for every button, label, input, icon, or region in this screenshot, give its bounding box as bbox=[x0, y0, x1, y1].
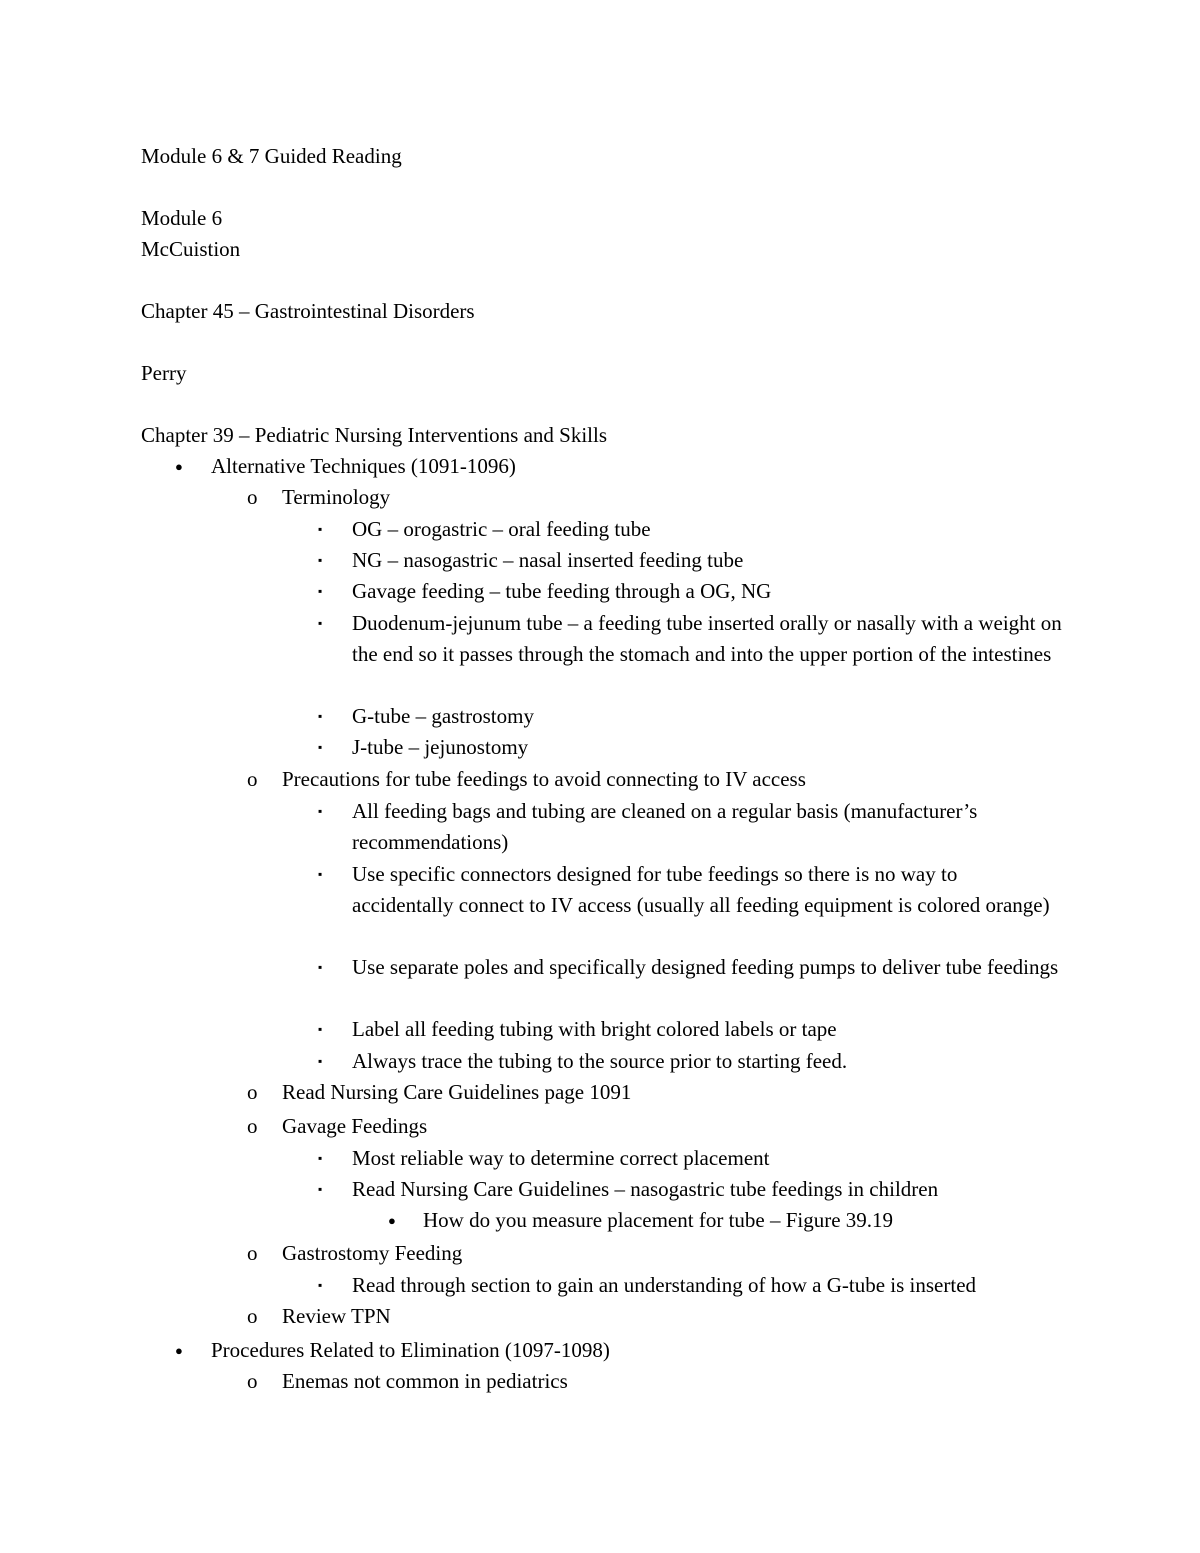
square-bullet-icon: ▪ bbox=[318, 804, 323, 818]
bullet-icon: ● bbox=[388, 1213, 396, 1228]
author-mccuistion: McCuistion bbox=[141, 237, 241, 261]
list-item: Use separate poles and specifically designed feeding pumps to deliver tube feedings bbox=[352, 955, 1059, 979]
document-title: Module 6 & 7 Guided Reading bbox=[141, 144, 402, 168]
chapter-45-heading: Chapter 45 – Gastrointestinal Disorders bbox=[141, 299, 475, 323]
bullet-icon: ● bbox=[175, 1343, 183, 1358]
square-bullet-icon: ▪ bbox=[318, 616, 323, 630]
list-item: J-tube – jejunostomy bbox=[352, 735, 529, 759]
list-item-alternative-techniques: Alternative Techniques (1091-1096) bbox=[211, 454, 516, 478]
square-bullet-icon: ▪ bbox=[318, 1278, 323, 1292]
chapter-39-heading: Chapter 39 – Pediatric Nursing Interventions and Skills bbox=[141, 423, 608, 447]
list-item: Duodenum-jejunum tube – a feeding tube inserted orally or nasally with a weight on the end so it passes through the stomach and into the upper portion of the intestines bbox=[352, 611, 1062, 667]
square-bullet-icon: ▪ bbox=[318, 522, 323, 536]
list-item: Gavage feeding – tube feeding through a OG, NG bbox=[352, 579, 772, 603]
circle-bullet-icon: o bbox=[247, 1080, 258, 1104]
square-bullet-icon: ▪ bbox=[318, 1022, 323, 1036]
list-item: Use specific connectors designed for tube feedings so there is no way to accidentally connect to IV access (usually all feeding equipment is colored orange) bbox=[352, 862, 1050, 918]
list-item-enemas: Enemas not common in pediatrics bbox=[282, 1369, 568, 1393]
circle-bullet-icon: o bbox=[247, 1304, 258, 1328]
list-item: All feeding bags and tubing are cleaned on a regular basis (manufacturer’s recommendations) bbox=[352, 799, 978, 855]
list-item-gavage-feedings: Gavage Feedings bbox=[282, 1114, 428, 1138]
square-bullet-icon: ▪ bbox=[318, 1151, 323, 1165]
square-bullet-icon: ▪ bbox=[318, 960, 323, 974]
list-item-review-tpn: Review TPN bbox=[282, 1304, 391, 1328]
list-item-elimination: Procedures Related to Elimination (1097-1098) bbox=[211, 1338, 610, 1362]
list-item-read-guidelines: Read Nursing Care Guidelines page 1091 bbox=[282, 1080, 632, 1104]
list-item: Always trace the tubing to the source prior to starting feed. bbox=[352, 1049, 848, 1073]
circle-bullet-icon: o bbox=[247, 485, 258, 509]
list-item: Read through section to gain an understanding of how a G-tube is inserted bbox=[352, 1273, 977, 1297]
circle-bullet-icon: o bbox=[247, 1369, 258, 1393]
circle-bullet-icon: o bbox=[247, 1241, 258, 1265]
list-item: How do you measure placement for tube – Figure 39.19 bbox=[423, 1208, 894, 1232]
square-bullet-icon: ▪ bbox=[318, 867, 323, 881]
list-item: OG – orogastric – oral feeding tube bbox=[352, 517, 651, 541]
list-item: Read Nursing Care Guidelines – nasogastric tube feedings in children bbox=[352, 1177, 939, 1201]
list-item: G-tube – gastrostomy bbox=[352, 704, 534, 728]
bullet-icon: ● bbox=[175, 459, 183, 474]
square-bullet-icon: ▪ bbox=[318, 1054, 323, 1068]
list-item: NG – nasogastric – nasal inserted feeding tube bbox=[352, 548, 744, 572]
list-item-precautions: Precautions for tube feedings to avoid connecting to IV access bbox=[282, 767, 806, 791]
list-item-gastrostomy-feeding: Gastrostomy Feeding bbox=[282, 1241, 463, 1265]
module-heading: Module 6 bbox=[141, 206, 223, 230]
square-bullet-icon: ▪ bbox=[318, 553, 323, 567]
square-bullet-icon: ▪ bbox=[318, 1182, 323, 1196]
square-bullet-icon: ▪ bbox=[318, 584, 323, 598]
circle-bullet-icon: o bbox=[247, 1114, 258, 1138]
circle-bullet-icon: o bbox=[247, 767, 258, 791]
square-bullet-icon: ▪ bbox=[318, 740, 323, 754]
square-bullet-icon: ▪ bbox=[318, 709, 323, 723]
list-item: Most reliable way to determine correct placement bbox=[352, 1146, 770, 1170]
author-perry: Perry bbox=[141, 361, 187, 385]
list-item-terminology: Terminology bbox=[282, 485, 391, 509]
list-item: Label all feeding tubing with bright colored labels or tape bbox=[352, 1017, 837, 1041]
